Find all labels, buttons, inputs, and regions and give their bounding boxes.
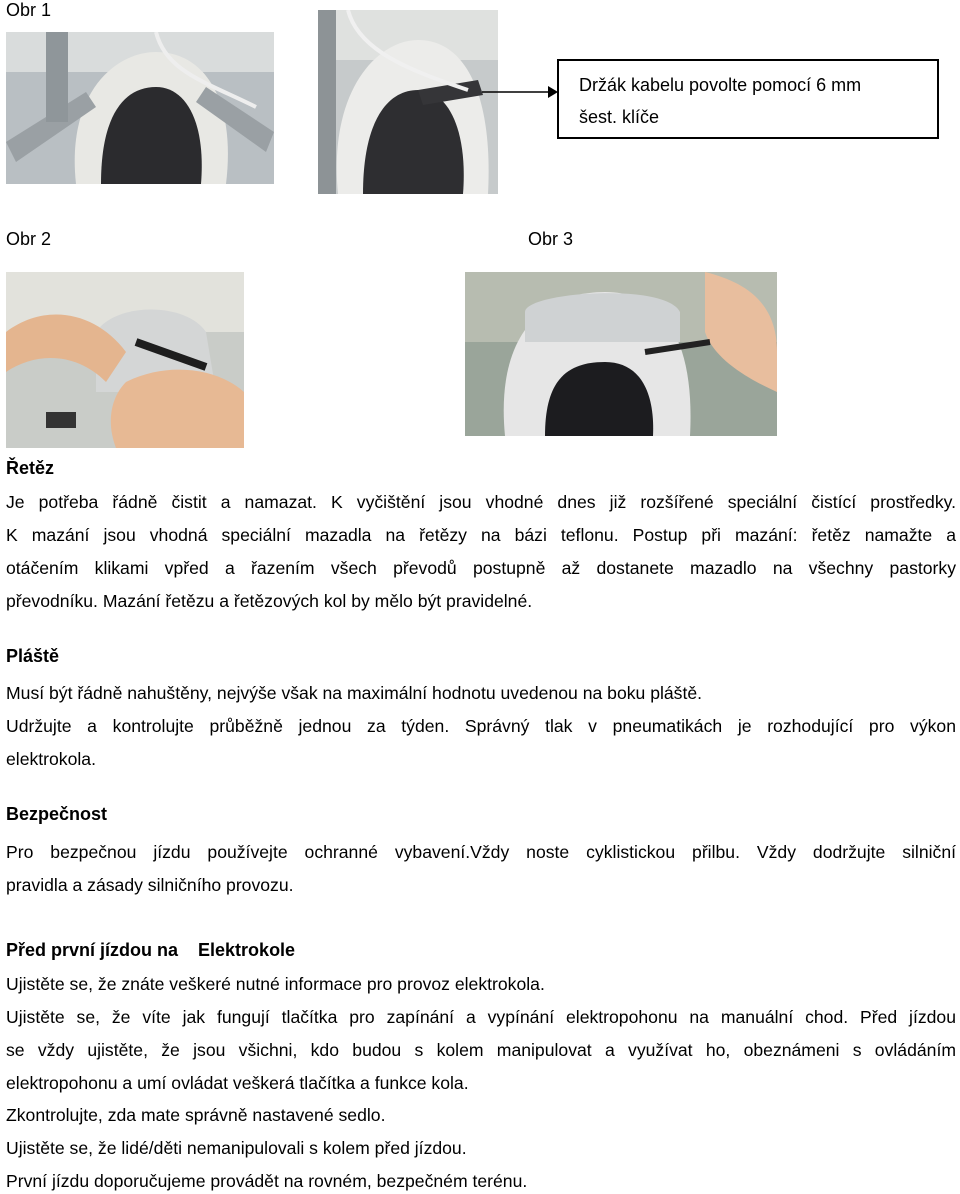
pred-line-2: Ujistěte se, že víte jak fungují tlačítka pro zapínání a vypínání elektropohonu na manuální chod. Před jízdou	[6, 1007, 956, 1027]
heading-pred-part-b: Elektrokole	[198, 940, 296, 960]
pred-line-5: Zkontrolujte, zda mate správně nastavené sedlo.	[6, 1105, 386, 1125]
callout-arrow	[482, 82, 562, 102]
plaste-line-2: Udržujte a kontrolujte průběžně jednou za týden. Správný tlak v pneumatikách je rozhodující pro výkon	[6, 716, 956, 736]
figure-label-obr2: Obr 2	[6, 229, 52, 249]
plaste-line-3: elektrokola.	[6, 749, 96, 769]
retez-line-1: Je potřeba řádně čistit a namazat. K vyčištění jsou vhodné dnes již rozšířené speciální čistící prostředky.	[6, 492, 956, 512]
pred-line-7: První jízdu doporučujeme provádět na rovném, bezpečném terénu.	[6, 1171, 528, 1191]
retez-line-4: převodníku. Mazání řetězu a řetězových kol by mělo být pravidelné.	[6, 591, 533, 611]
callout-box	[557, 59, 939, 139]
heading-pred-part-a: Před první jízdou na	[6, 940, 179, 960]
photo-brake-hands	[6, 272, 244, 448]
figure-label-obr1: Obr 1	[6, 0, 52, 20]
heading-bezpecnost: Bezpečnost	[6, 804, 108, 824]
callout-text-line-2: šest. klíče	[579, 107, 660, 127]
pred-line-1: Ujistěte se, že znáte veškeré nutné informace pro provoz elektrokola.	[6, 974, 545, 994]
pred-line-4: elektropohonu a umí ovládat veškerá tlačítka a funkce kola.	[6, 1073, 469, 1093]
pred-line-3: se vždy ujistěte, že jsou všichni, kdo budou s kolem manipulovat a využívat ho, obeznámeni s ovládáním	[6, 1040, 956, 1060]
retez-line-2: K mazání jsou vhodná speciální mazadla na řetězy na bázi teflonu. Postup při mazání: řetěz namažte a	[6, 525, 956, 545]
heading-retez: Řetěz	[6, 458, 55, 478]
plaste-line-1: Musí být řádně nahuštěny, nejvýše však na maximální hodnotu uvedenou na boku pláště.	[6, 683, 703, 703]
pred-line-6: Ujistěte se, že lidé/děti nemanipulovali s kolem před jízdou.	[6, 1138, 467, 1158]
heading-plaste: Pláště	[6, 646, 60, 666]
bezpecnost-line-1: Pro bezpečnou jízdu používejte ochranné vybavení.Vždy noste cyklistickou přilbu. Vždy dodržujte silniční	[6, 842, 956, 862]
figure-label-obr3: Obr 3	[528, 229, 574, 249]
callout-text-line-1: Držák kabelu povolte pomocí 6 mm	[579, 75, 862, 95]
photo-brake-tool	[465, 272, 777, 436]
retez-line-3: otáčením klikami vpřed a řazením všech převodů postupně až dostanete mazadlo na všechny pastorky	[6, 558, 956, 578]
photo-brake-front-1	[6, 32, 274, 184]
bezpecnost-line-2: pravidla a zásady silničního provozu.	[6, 875, 294, 895]
photo-brake-front-2	[318, 10, 498, 194]
heading-pred-prvni-jizdou	[6, 940, 295, 961]
